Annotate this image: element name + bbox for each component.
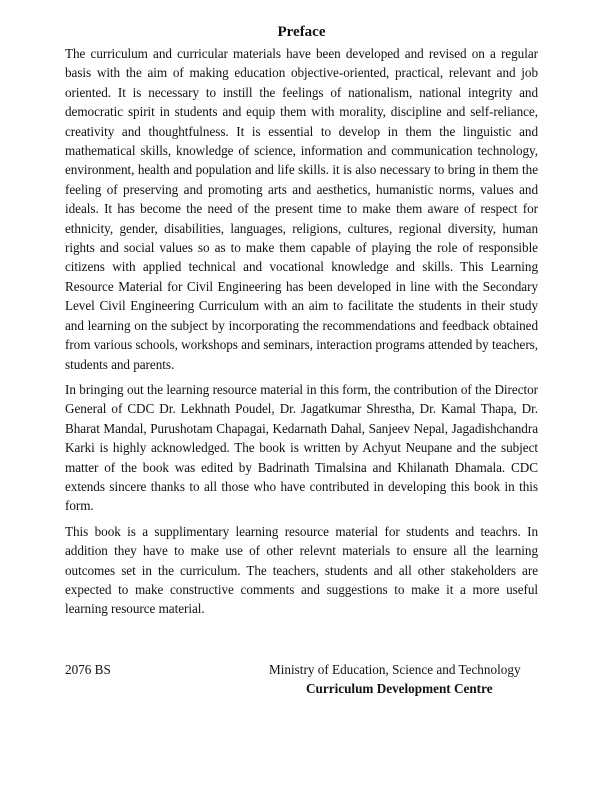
publication-year: 2076 BS <box>65 662 111 677</box>
paragraph-usage: This book is a supplimentary learning resource material for students and teachrs. In addition they have to make use of other relevnt materials to ensure all the learning outcomes set in the curriculum. The teachers, students and all other stakeholders are expected to make constructive comments and suggestions to make it a more useful learning resource material. <box>65 523 538 617</box>
preface-page <box>65 22 538 625</box>
ministry-name: Ministry of Education, Science and Technology <box>269 662 521 677</box>
paragraph-acknowledgement: In bringing out the learning resource material in this form, the contribution of the Director General of CDC Dr. Lekhnath Poudel, Dr. Jagatkumar Shrestha, Dr. Kamal Thapa, Dr. Bharat Mandal, Purushotam Chapagai, Kedarnath Dahal, Sanjeev Nepal, Jagadishchandra Karki is highly acknowledged. The book is written by Achyut Neupane and the subject matter of the book was edited by Badrinath Timalsina and Khilanath Dhamala. CDC extends sincere thanks to all those who have contributed in developing this book in this form. <box>65 381 538 514</box>
centre-name: Curriculum Development Centre <box>306 681 493 696</box>
paragraph-intro: The curriculum and curricular materials have been developed and revised on a regular basis with the aim of making education objective-oriented, practical, relevant and job oriented. It is necessary to instill the feelings of nationalism, national integrity and democratic spirit in students and equip them with morality, discipline and self-reliance, creativity and thoughtfulness. It is essential to develop in them the linguistic and mathematical skills, knowledge of science, information and communication technology, environment, health and population and life skills. it is also necessary to bring in them the feeling of preserving and promoting arts and aesthetics, humanistic norms, values and ideals. It has become the need of the present time to make them aware of respect for ethnicity, gender, disabilities, languages, religions, cultures, regional diversity, human rights and social values so as to make them capable of playing the role of responsible citizens with applied technical and vocational knowledge and skills. This Learning Resource Material for Civil Engineering has been developed in line with the Secondary Level Civil Engineering Curriculum with an aim to facilitate the students in their study and learning on the subject by incorporating the recommendations and feedback obtained from various schools, workshops and seminars, interaction programs attended by teachers, students and parents. <box>65 46 538 372</box>
page-title: Preface <box>277 24 326 40</box>
